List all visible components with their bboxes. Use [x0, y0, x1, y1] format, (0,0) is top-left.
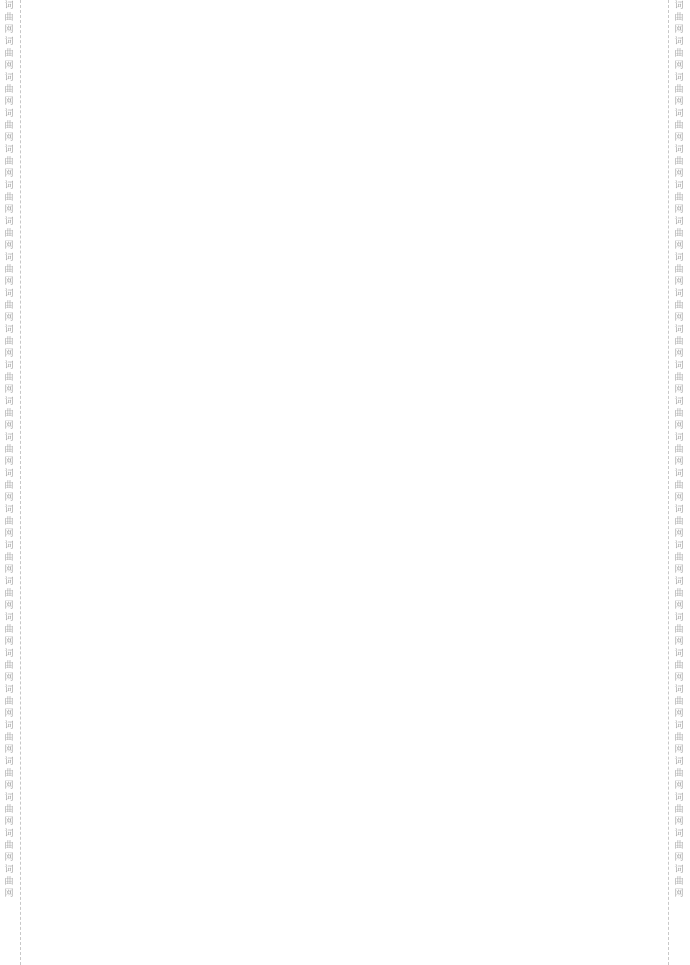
watermark-glyph: 曲 — [674, 193, 684, 203]
watermark-glyph: 曲 — [674, 157, 684, 167]
watermark-glyph: 词 — [674, 685, 684, 695]
watermark-glyph: 曲 — [4, 13, 14, 23]
watermark-glyph: 词 — [674, 469, 684, 479]
watermark-glyph: 网 — [4, 25, 14, 35]
watermark-glyph: 网 — [4, 853, 14, 863]
watermark-glyph: 词 — [674, 613, 684, 623]
watermark-glyph: 曲 — [4, 769, 14, 779]
watermark-glyph: 网 — [674, 565, 684, 575]
watermark-glyph: 网 — [4, 97, 14, 107]
watermark-glyph: 网 — [4, 493, 14, 503]
watermark-glyph: 词 — [674, 721, 684, 731]
right-watermark-column — [672, 0, 686, 965]
watermark-glyph: 网 — [4, 529, 14, 539]
watermark-glyph: 曲 — [674, 409, 684, 419]
left-dashed-border — [20, 0, 21, 965]
watermark-glyph: 曲 — [4, 301, 14, 311]
watermark-glyph: 曲 — [674, 301, 684, 311]
watermark-glyph: 词 — [674, 109, 684, 119]
watermark-glyph: 网 — [674, 313, 684, 323]
watermark-glyph: 词 — [674, 289, 684, 299]
watermark-glyph: 网 — [674, 133, 684, 143]
watermark-glyph: 网 — [674, 493, 684, 503]
watermark-glyph: 网 — [4, 601, 14, 611]
watermark-glyph: 网 — [4, 745, 14, 755]
watermark-glyph: 词 — [674, 73, 684, 83]
watermark-glyph: 曲 — [4, 193, 14, 203]
watermark-glyph: 词 — [674, 757, 684, 767]
watermark-glyph: 词 — [674, 865, 684, 875]
left-watermark-column — [2, 0, 16, 965]
watermark-glyph: 网 — [674, 241, 684, 251]
watermark-glyph: 网 — [4, 781, 14, 791]
watermark-glyph: 词 — [674, 181, 684, 191]
watermark-glyph: 网 — [674, 277, 684, 287]
watermark-glyph: 词 — [4, 829, 14, 839]
watermark-glyph: 网 — [4, 169, 14, 179]
watermark-glyph: 曲 — [4, 409, 14, 419]
watermark-glyph: 词 — [4, 613, 14, 623]
watermark-glyph: 词 — [4, 109, 14, 119]
watermark-glyph: 曲 — [674, 589, 684, 599]
watermark-glyph: 曲 — [4, 877, 14, 887]
watermark-glyph: 曲 — [4, 733, 14, 743]
watermark-glyph: 词 — [4, 253, 14, 263]
watermark-glyph: 曲 — [674, 481, 684, 491]
watermark-glyph: 词 — [4, 721, 14, 731]
watermark-glyph: 曲 — [4, 337, 14, 347]
watermark-glyph: 词 — [674, 253, 684, 263]
watermark-glyph: 网 — [674, 781, 684, 791]
watermark-glyph: 网 — [4, 385, 14, 395]
watermark-glyph: 网 — [674, 25, 684, 35]
watermark-glyph: 词 — [4, 865, 14, 875]
watermark-glyph: 词 — [674, 397, 684, 407]
watermark-glyph: 曲 — [4, 553, 14, 563]
watermark-glyph: 网 — [4, 277, 14, 287]
watermark-glyph: 词 — [674, 145, 684, 155]
watermark-glyph: 曲 — [4, 265, 14, 275]
watermark-glyph: 曲 — [4, 445, 14, 455]
watermark-glyph: 词 — [674, 1, 684, 11]
watermark-glyph: 网 — [4, 637, 14, 647]
watermark-glyph: 曲 — [674, 877, 684, 887]
watermark-glyph: 词 — [4, 577, 14, 587]
watermark-glyph: 曲 — [674, 733, 684, 743]
watermark-glyph: 词 — [4, 757, 14, 767]
watermark-glyph: 网 — [674, 457, 684, 467]
watermark-glyph: 词 — [4, 433, 14, 443]
watermark-glyph: 曲 — [4, 157, 14, 167]
watermark-glyph: 曲 — [674, 373, 684, 383]
watermark-glyph: 曲 — [4, 841, 14, 851]
watermark-glyph: 曲 — [674, 661, 684, 671]
watermark-glyph: 曲 — [4, 373, 14, 383]
watermark-glyph: 网 — [674, 853, 684, 863]
watermark-glyph: 网 — [4, 349, 14, 359]
watermark-glyph: 网 — [4, 133, 14, 143]
watermark-glyph: 曲 — [674, 769, 684, 779]
watermark-glyph: 曲 — [674, 121, 684, 131]
watermark-glyph: 曲 — [674, 553, 684, 563]
watermark-glyph: 词 — [4, 685, 14, 695]
watermark-glyph: 网 — [4, 205, 14, 215]
watermark-glyph: 曲 — [4, 697, 14, 707]
watermark-glyph: 网 — [4, 565, 14, 575]
watermark-glyph: 词 — [4, 649, 14, 659]
right-dashed-border — [668, 0, 669, 965]
watermark-glyph: 词 — [4, 793, 14, 803]
watermark-glyph: 词 — [674, 577, 684, 587]
watermark-glyph: 曲 — [4, 625, 14, 635]
watermark-glyph: 词 — [674, 505, 684, 515]
watermark-glyph: 网 — [4, 709, 14, 719]
watermark-glyph: 网 — [4, 421, 14, 431]
watermark-glyph: 曲 — [674, 445, 684, 455]
watermark-glyph: 曲 — [4, 589, 14, 599]
watermark-glyph: 网 — [4, 241, 14, 251]
watermark-glyph: 曲 — [674, 13, 684, 23]
watermark-glyph: 词 — [4, 469, 14, 479]
watermark-glyph: 词 — [4, 37, 14, 47]
watermark-glyph: 网 — [674, 637, 684, 647]
watermark-glyph: 词 — [4, 145, 14, 155]
watermark-glyph: 词 — [4, 505, 14, 515]
watermark-glyph: 网 — [674, 385, 684, 395]
watermark-glyph: 曲 — [674, 337, 684, 347]
watermark-glyph: 网 — [674, 745, 684, 755]
watermark-glyph: 词 — [4, 73, 14, 83]
watermark-glyph: 词 — [674, 541, 684, 551]
watermark-glyph: 词 — [674, 433, 684, 443]
watermark-glyph: 网 — [4, 457, 14, 467]
watermark-glyph: 词 — [674, 793, 684, 803]
watermark-glyph: 网 — [674, 61, 684, 71]
watermark-glyph: 曲 — [674, 49, 684, 59]
watermark-glyph: 词 — [4, 217, 14, 227]
watermark-glyph: 词 — [674, 217, 684, 227]
watermark-glyph: 曲 — [674, 841, 684, 851]
watermark-glyph: 网 — [4, 673, 14, 683]
watermark-glyph: 网 — [4, 889, 14, 899]
watermark-glyph: 网 — [4, 61, 14, 71]
watermark-glyph: 词 — [4, 397, 14, 407]
watermark-glyph: 网 — [674, 817, 684, 827]
watermark-glyph: 曲 — [4, 49, 14, 59]
watermark-glyph: 曲 — [4, 121, 14, 131]
watermark-glyph: 词 — [674, 325, 684, 335]
watermark-glyph: 曲 — [674, 625, 684, 635]
watermark-glyph: 词 — [674, 829, 684, 839]
watermark-glyph: 曲 — [4, 517, 14, 527]
watermark-glyph: 网 — [674, 97, 684, 107]
watermark-glyph: 网 — [674, 529, 684, 539]
watermark-glyph: 网 — [4, 817, 14, 827]
watermark-glyph: 曲 — [4, 481, 14, 491]
watermark-glyph: 网 — [674, 349, 684, 359]
watermark-glyph: 词 — [4, 325, 14, 335]
watermark-glyph: 词 — [674, 649, 684, 659]
watermark-glyph: 词 — [4, 1, 14, 11]
watermark-glyph: 词 — [4, 541, 14, 551]
watermark-glyph: 网 — [674, 889, 684, 899]
watermark-glyph: 网 — [674, 421, 684, 431]
watermark-glyph: 词 — [4, 289, 14, 299]
watermark-glyph: 网 — [674, 169, 684, 179]
watermark-glyph: 网 — [674, 601, 684, 611]
watermark-glyph: 词 — [674, 37, 684, 47]
watermark-glyph: 网 — [674, 709, 684, 719]
watermark-glyph: 曲 — [4, 229, 14, 239]
watermark-glyph: 曲 — [674, 229, 684, 239]
watermark-glyph: 词 — [4, 361, 14, 371]
watermark-glyph: 曲 — [674, 805, 684, 815]
watermark-glyph: 网 — [674, 673, 684, 683]
watermark-glyph: 曲 — [674, 517, 684, 527]
watermark-glyph: 曲 — [4, 805, 14, 815]
watermark-glyph: 网 — [4, 313, 14, 323]
watermark-glyph: 曲 — [674, 697, 684, 707]
watermark-glyph: 曲 — [674, 265, 684, 275]
watermark-glyph: 词 — [4, 181, 14, 191]
watermark-glyph: 曲 — [4, 85, 14, 95]
watermark-glyph: 网 — [674, 205, 684, 215]
watermark-glyph: 词 — [674, 361, 684, 371]
watermark-glyph: 曲 — [4, 661, 14, 671]
watermark-glyph: 曲 — [674, 85, 684, 95]
